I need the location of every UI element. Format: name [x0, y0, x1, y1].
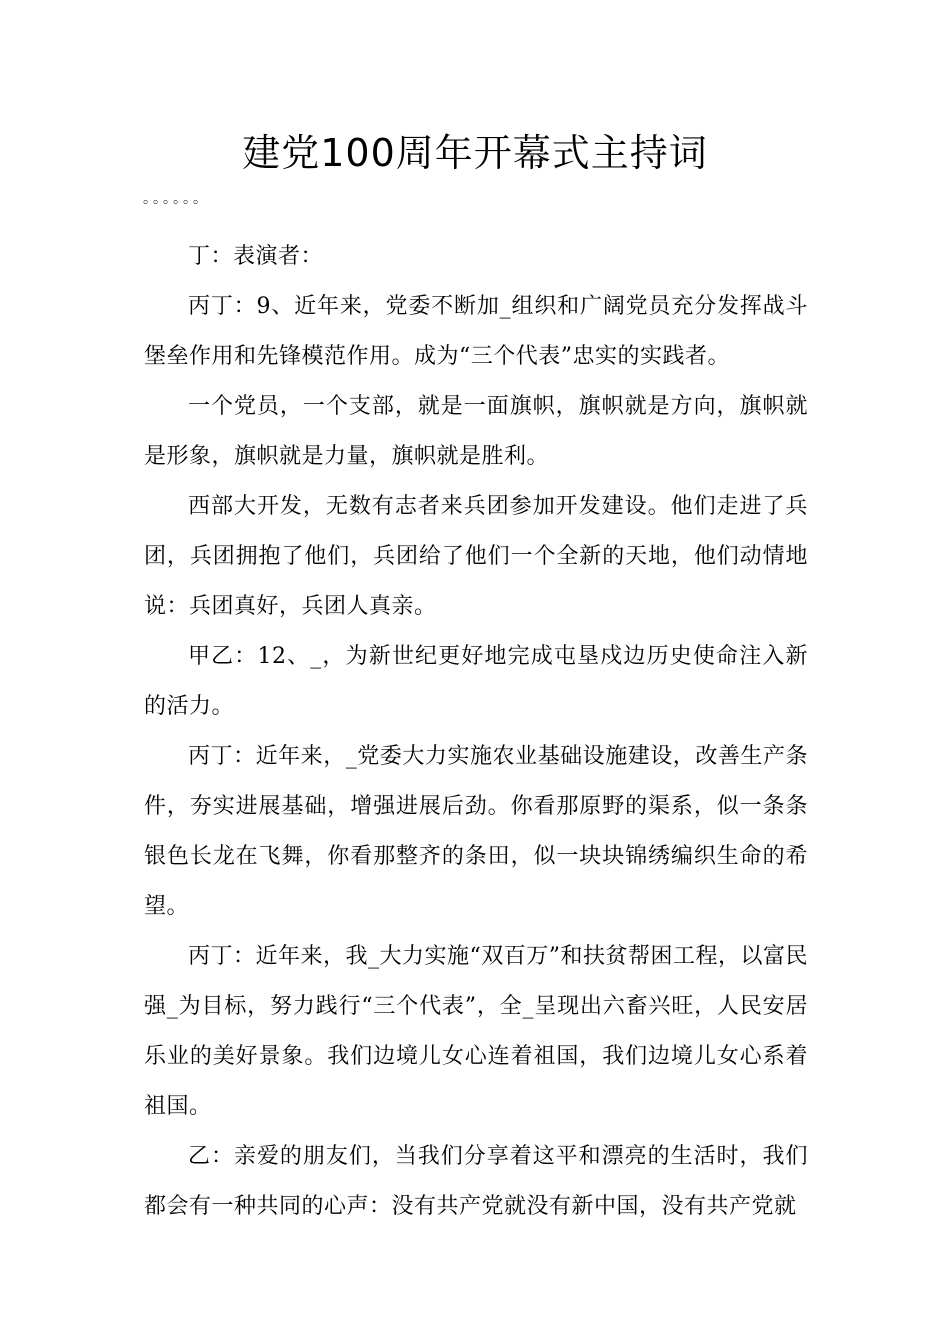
- paragraph-6: 丙丁：近年来，_党委大力实施农业基础设施建设，改善生产条件，夯实进展基础，增强进展后劲。你看那原野的渠系，似一条条银色长龙在飞舞，你看那整齐的条田，似一块块锦绣编织生命的希望。: [144, 744, 808, 919]
- document-body: [144, 232, 808, 1232]
- paragraph-5: 甲乙：12、_，为新世纪更好地完成屯垦戍边历史使命注入新的活力。: [144, 644, 808, 719]
- paragraph-4: 西部大开发，无数有志者来兵团参加开发建设。他们走进了兵团，兵团拥抱了他们，兵团给了他们一个全新的天地，他们动情地说：兵团真好，兵团人真亲。: [144, 494, 808, 619]
- ellipsis-dots: 。。。。。。: [143, 191, 210, 207]
- document-title: 建党100周年开幕式主持词: [242, 131, 708, 175]
- paragraph-7: 丙丁：近年来，我_大力实施“双百万”和扶贫帮困工程，以富民强_为目标，努力践行“三个代表”，全_呈现出六畜兴旺，人民安居乐业的美好景象。我们边境儿女心连着祖国，我们边境儿女心系着祖国。: [144, 944, 808, 1119]
- paragraph-3: 一个党员，一个支部，就是一面旗帜，旗帜就是方向，旗帜就是形象，旗帜就是力量，旗帜就是胜利。: [144, 394, 808, 469]
- paragraph-2: 丙丁：9、近年来，党委不断加_组织和广阔党员充分发挥战斗堡垒作用和先锋模范作用。成为“三个代表”忠实的实践者。: [144, 294, 808, 369]
- paragraph-8: 乙：亲爱的朋友们，当我们分享着这平和漂亮的生活时，我们都会有一种共同的心声：没有共产党就没有新中国，没有共产党就: [144, 1144, 808, 1219]
- paragraph-1: 丁：表演者：: [188, 244, 324, 269]
